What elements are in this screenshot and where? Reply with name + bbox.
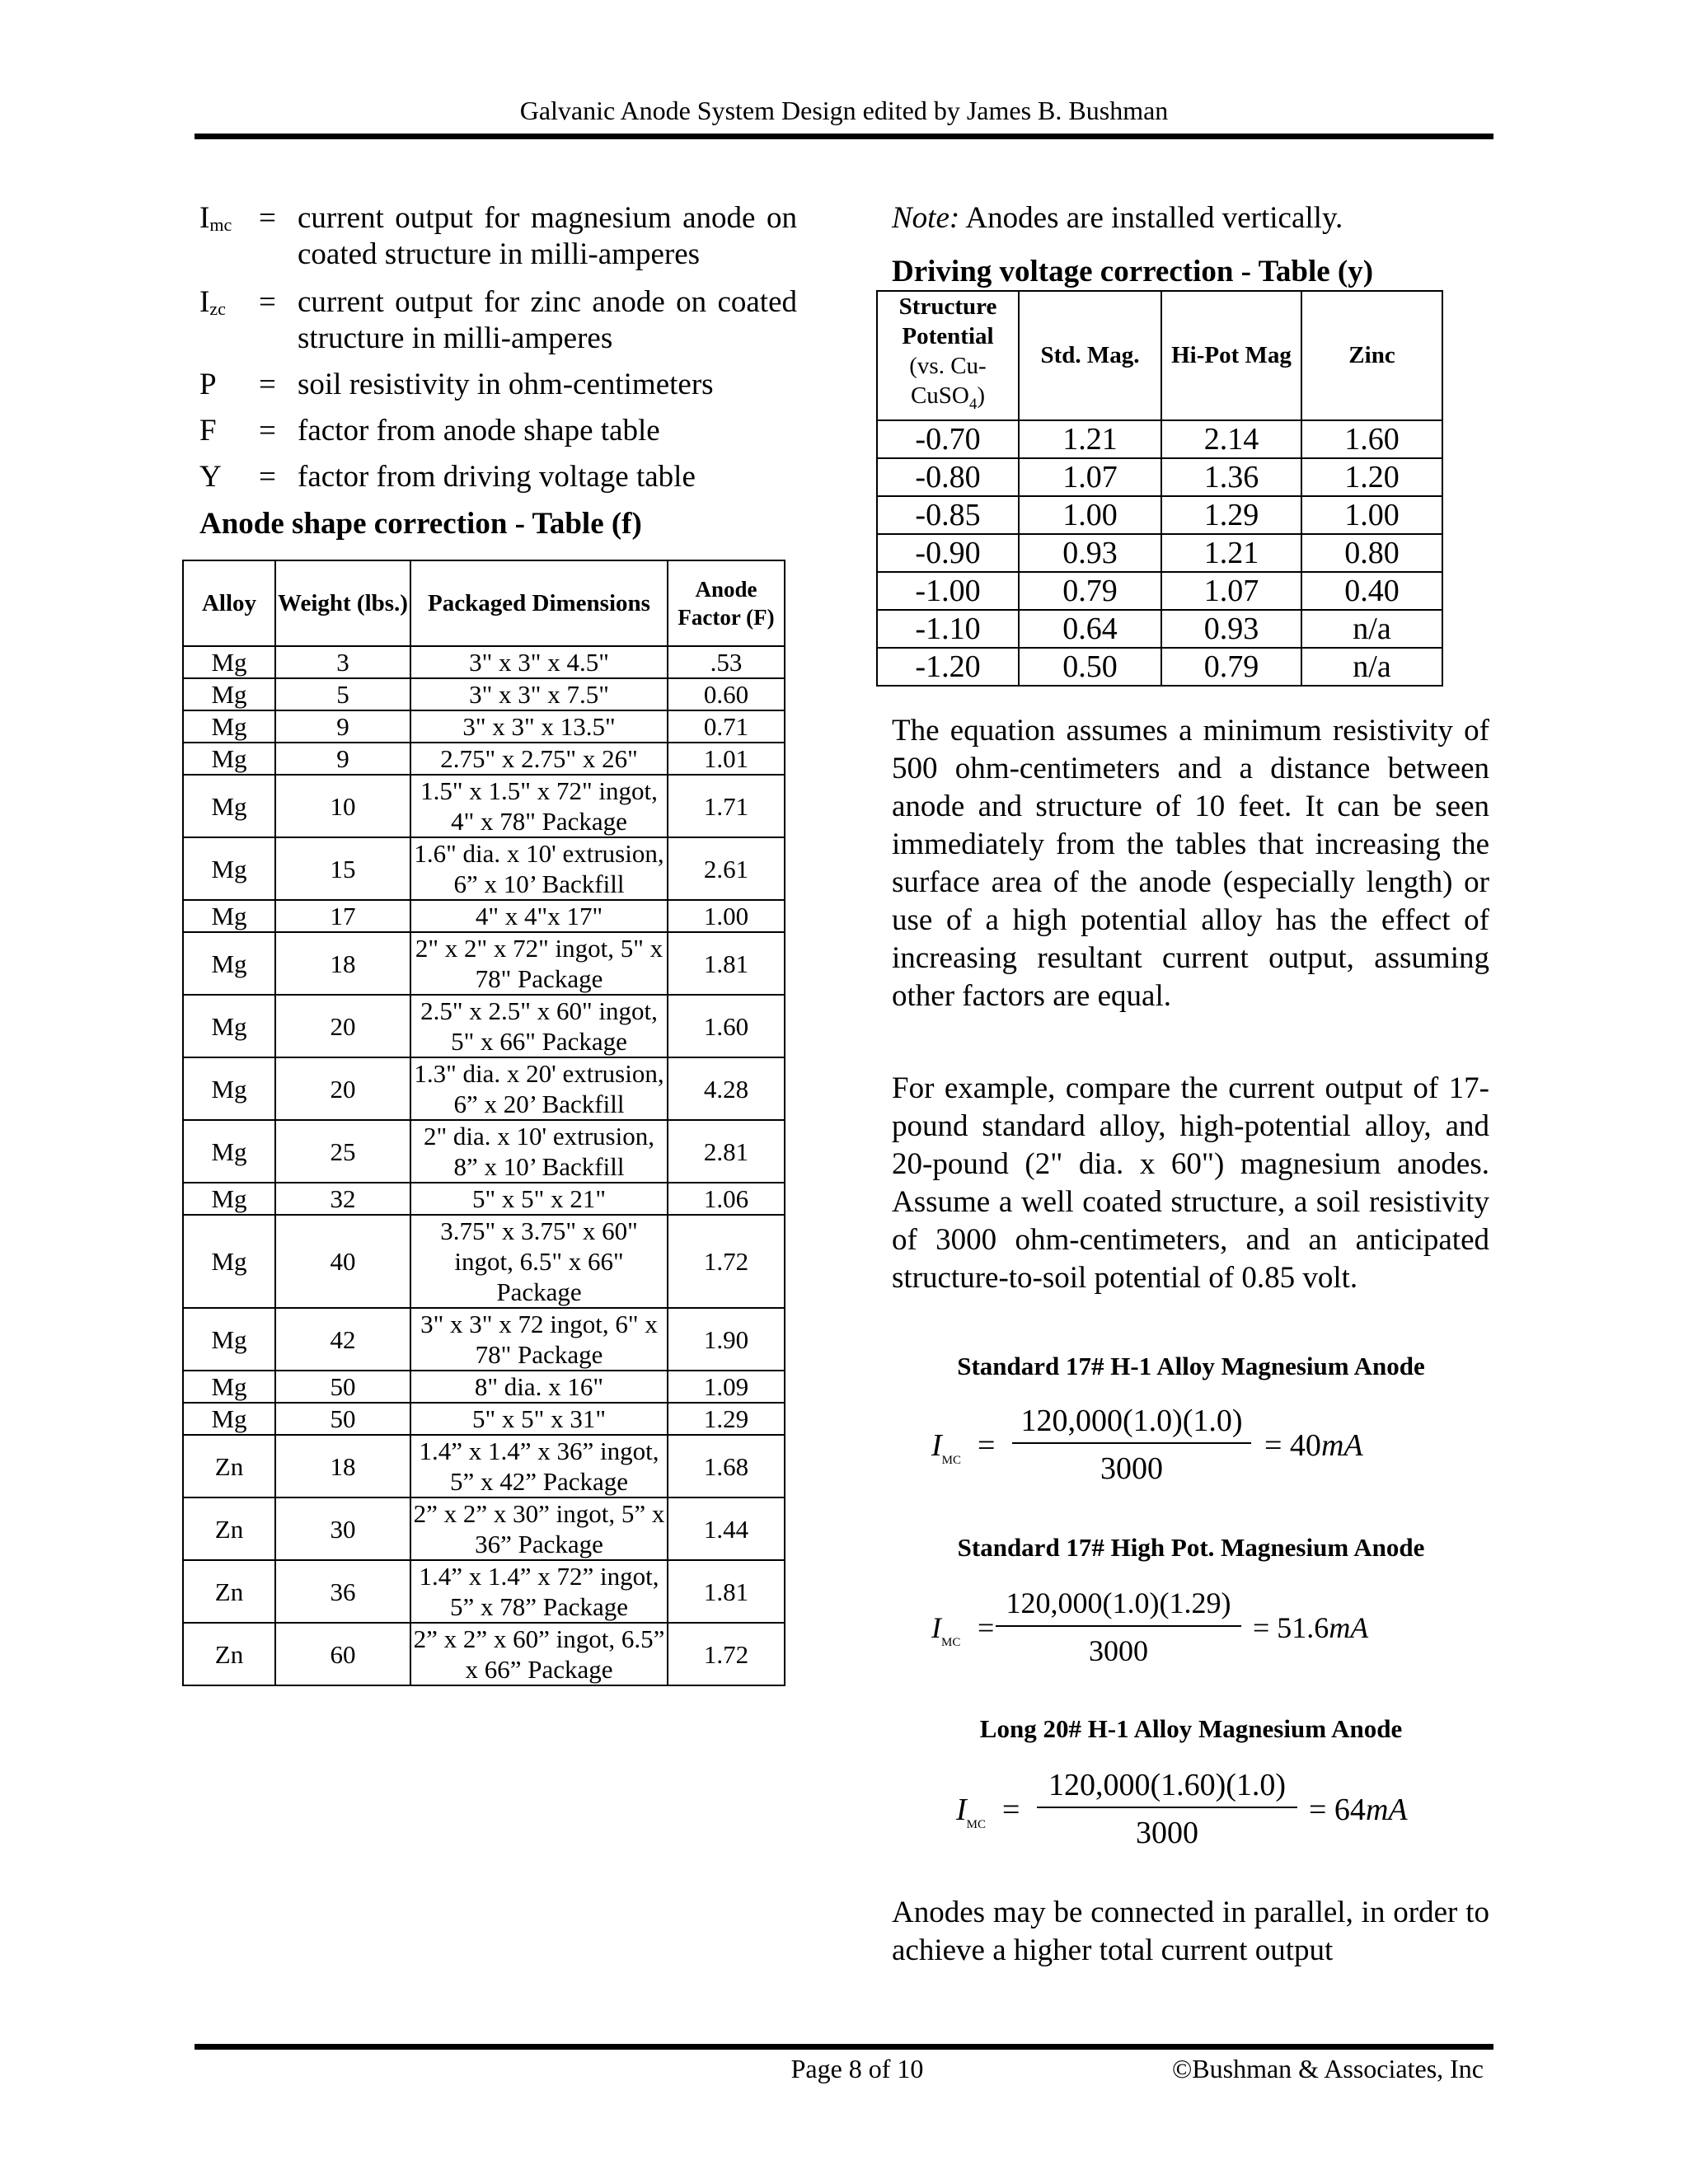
- definition-izc: [199, 284, 797, 357]
- cell-structure-potential: -1.00: [877, 572, 1019, 610]
- definition-symbol: $I_{zc}$: [199, 285, 226, 319]
- table-row: [877, 458, 1442, 496]
- cell-anode-factor: 1.00: [668, 900, 785, 932]
- table-row: [877, 420, 1442, 458]
- definition-equals: =: [259, 414, 276, 448]
- table-row: [183, 743, 785, 775]
- cell-structure-potential: -0.90: [877, 534, 1019, 572]
- copyright: ©Bushman & Associates, Inc: [1171, 2054, 1484, 2083]
- cell-zinc: n/a: [1301, 648, 1442, 686]
- cell-dimensions: 8" dia. x 16": [410, 1371, 668, 1403]
- definition-symbol: $I_{mc}$: [199, 201, 232, 235]
- definition-symbol: F: [199, 414, 217, 448]
- anode-shape-table: [182, 560, 785, 1686]
- definition-symbol: Y: [199, 460, 222, 494]
- header-std-mag: Std. Mag.: [1019, 291, 1161, 420]
- table-row: [877, 610, 1442, 648]
- cell-dimensions: 2" x 2" x 72" ingot, 5" x 78" Package: [410, 932, 668, 995]
- cell-std-mag: 0.64: [1019, 610, 1161, 648]
- header-rule: [195, 134, 1493, 139]
- cell-zinc: 0.80: [1301, 534, 1442, 572]
- cell-std-mag: 0.50: [1019, 648, 1161, 686]
- cell-alloy: Mg: [183, 1057, 275, 1120]
- table-row: [183, 1120, 785, 1183]
- cell-structure-potential: -0.70: [877, 420, 1019, 458]
- formula-result: = 40mA: [1264, 1428, 1363, 1463]
- cell-dimensions: 1.4” x 1.4” x 72” ingot, 5” x 78” Package: [410, 1560, 668, 1623]
- formula-numerator: 120,000(1.0)(1.29): [1006, 1586, 1231, 1619]
- cell-anode-factor: 1.09: [668, 1371, 785, 1403]
- cell-anode-factor: 1.71: [668, 775, 785, 837]
- cell-std-mag: 0.93: [1019, 534, 1161, 572]
- definition-equals: =: [259, 460, 276, 494]
- cell-weight: 9: [275, 710, 410, 743]
- formula-denominator: 3000: [1089, 1634, 1148, 1667]
- fraction-bar: [1037, 1807, 1297, 1808]
- cell-weight: 42: [275, 1308, 410, 1371]
- table-row: [183, 1623, 785, 1685]
- cell-dimensions: 2” x 2” x 30” ingot, 5” x 36” Package: [410, 1497, 668, 1560]
- page-header-title: Galvanic Anode System Design edited by James B. Bushman: [519, 96, 1169, 125]
- anode-shape-table-heading: Anode shape correction - Table (f): [199, 507, 642, 541]
- cell-hipot-mag: 1.21: [1161, 534, 1301, 572]
- table-row: [183, 1215, 785, 1308]
- paragraph-parallel-anodes: Anodes may be connected in parallel, in order to achieve a higher total current output: [892, 1896, 1489, 1967]
- definition-equals: =: [259, 285, 276, 319]
- driving-voltage-table: [876, 290, 1443, 687]
- cell-zinc: 1.00: [1301, 496, 1442, 534]
- header-dimensions: Packaged Dimensions: [410, 560, 668, 646]
- table-row: [183, 995, 785, 1057]
- cell-weight: 40: [275, 1215, 410, 1308]
- cell-alloy: Mg: [183, 710, 275, 743]
- cell-anode-factor: 1.29: [668, 1403, 785, 1435]
- footer-rule: [195, 2044, 1493, 2050]
- table-row: [877, 572, 1442, 610]
- formula-equals: =: [978, 1428, 996, 1463]
- cell-anode-factor: 2.61: [668, 837, 785, 900]
- definition-symbol: P: [199, 368, 217, 401]
- table-row: [183, 1497, 785, 1560]
- definition-p: [199, 367, 797, 403]
- cell-weight: 50: [275, 1403, 410, 1435]
- example-2-title: Standard 17# High Pot. Magnesium Anode: [957, 1533, 1425, 1562]
- cell-weight: 20: [275, 995, 410, 1057]
- cell-dimensions: 1.6" dia. x 10' extrusion, 6” x 10’ Backfill: [410, 837, 668, 900]
- cell-dimensions: 5" x 5" x 31": [410, 1403, 668, 1435]
- driving-voltage-table-heading: Driving voltage correction - Table (y): [892, 255, 1374, 288]
- header-structure-potential: Structure Potential (vs. Cu-CuSO$_4$): [877, 291, 1019, 420]
- example-3-title: Long 20# H-1 Alloy Magnesium Anode: [979, 1714, 1403, 1743]
- table-header-row: [877, 291, 1442, 420]
- formula-result: = 64mA: [1309, 1793, 1408, 1827]
- definition-equals: =: [259, 201, 276, 235]
- fraction-bar: [1012, 1442, 1251, 1444]
- table-row: [183, 775, 785, 837]
- cell-anode-factor: 1.06: [668, 1183, 785, 1215]
- cell-hipot-mag: 0.79: [1161, 648, 1301, 686]
- formula-lhs: $I_{MC}$: [931, 1611, 961, 1649]
- cell-weight: 5: [275, 678, 410, 710]
- cell-dimensions: 4" x 4"x 17": [410, 900, 668, 932]
- cell-structure-potential: -0.85: [877, 496, 1019, 534]
- header-weight: Weight (lbs.): [275, 560, 410, 646]
- cell-weight: 32: [275, 1183, 410, 1215]
- table-row: [877, 534, 1442, 572]
- cell-dimensions: 1.4” x 1.4” x 36” ingot, 5” x 42” Package: [410, 1435, 668, 1497]
- cell-weight: 15: [275, 837, 410, 900]
- cell-dimensions: 3" x 3" x 7.5": [410, 678, 668, 710]
- formula-numerator: 120,000(1.60)(1.0): [1048, 1768, 1287, 1802]
- cell-alloy: Mg: [183, 932, 275, 995]
- cell-weight: 30: [275, 1497, 410, 1560]
- table-row: [183, 932, 785, 995]
- cell-weight: 50: [275, 1371, 410, 1403]
- fraction-bar: [996, 1625, 1241, 1627]
- definition-text: factor from driving voltage table: [298, 460, 696, 494]
- cell-dimensions: 5" x 5" x 21": [410, 1183, 668, 1215]
- table-row: [183, 837, 785, 900]
- paragraph-equation-assumptions: The equation assumes a minimum resistivity of 500 ohm-centimeters and a distance between anode and structure of 10 feet. It can be seen immediately from the tables that increasing the surface area of the anode (especially length) or use of a high potential alloy has the effect of increasing resultant current output, assuming other factors are equal.: [892, 714, 1489, 1013]
- cell-alloy: Mg: [183, 1215, 275, 1308]
- formula-lhs: $I_{MC}$: [956, 1793, 986, 1831]
- cell-weight: 18: [275, 932, 410, 995]
- cell-weight: 17: [275, 900, 410, 932]
- table-row: [183, 678, 785, 710]
- cell-weight: 3: [275, 646, 410, 678]
- table-row: [183, 1308, 785, 1371]
- cell-weight: 20: [275, 1057, 410, 1120]
- cell-alloy: Mg: [183, 900, 275, 932]
- table-header-row: [183, 560, 785, 646]
- cell-alloy: Mg: [183, 1371, 275, 1403]
- cell-alloy: Mg: [183, 646, 275, 678]
- cell-alloy: Mg: [183, 1183, 275, 1215]
- paragraph-example-intro: For example, compare the current output of 17-pound standard alloy, high-potential alloy, and 20-pound (2" dia. x 60") magnesium anodes. Assume a well coated structure, a soil resistivity of 3000 ohm-centimeters, and an anticipated structure-to-soil potential of 0.85 volt.: [892, 1071, 1489, 1295]
- cell-weight: 9: [275, 743, 410, 775]
- cell-alloy: Mg: [183, 743, 275, 775]
- cell-dimensions: 1.3" dia. x 20' extrusion, 6” x 20’ Backfill: [410, 1057, 668, 1120]
- note: [892, 200, 1343, 237]
- definition-equals: =: [259, 368, 276, 401]
- table-row: [877, 648, 1442, 686]
- table-row: [183, 646, 785, 678]
- cell-dimensions: 2.5" x 2.5" x 60" ingot, 5" x 66" Package: [410, 995, 668, 1057]
- header-zinc: Zinc: [1301, 291, 1442, 420]
- cell-anode-factor: 1.72: [668, 1215, 785, 1308]
- cell-alloy: Mg: [183, 678, 275, 710]
- cell-alloy: Zn: [183, 1435, 275, 1497]
- cell-hipot-mag: 1.29: [1161, 496, 1301, 534]
- formula-denominator: 3000: [1136, 1816, 1198, 1850]
- cell-alloy: Mg: [183, 775, 275, 837]
- formula-denominator: 3000: [1100, 1451, 1163, 1486]
- cell-dimensions: 1.5" x 1.5" x 72" ingot, 4" x 78" Package: [410, 775, 668, 837]
- cell-hipot-mag: 0.93: [1161, 610, 1301, 648]
- cell-dimensions: 2” x 2” x 60” ingot, 6.5” x 66” Package: [410, 1623, 668, 1685]
- definition-text: current output for magnesium anode on coated structure in milli-amperes: [298, 201, 797, 271]
- definition-text: soil resistivity in ohm-centimeters: [298, 368, 714, 401]
- cell-anode-factor: 0.71: [668, 710, 785, 743]
- definition-imc: [199, 200, 797, 273]
- formula-numerator: 120,000(1.0)(1.0): [1020, 1404, 1243, 1438]
- formula-result: = 51.6mA: [1253, 1611, 1369, 1644]
- table-row: [183, 1183, 785, 1215]
- cell-alloy: Zn: [183, 1560, 275, 1623]
- definition-text: factor from anode shape table: [298, 414, 660, 448]
- cell-anode-factor: 1.60: [668, 995, 785, 1057]
- cell-dimensions: 2.75" x 2.75" x 26": [410, 743, 668, 775]
- cell-dimensions: 3" x 3" x 72 ingot, 6" x 78" Package: [410, 1308, 668, 1371]
- cell-dimensions: 3" x 3" x 4.5": [410, 646, 668, 678]
- definition-text: current output for zinc anode on coated structure in milli-amperes: [298, 285, 797, 355]
- table-row: [183, 1560, 785, 1623]
- cell-weight: 18: [275, 1435, 410, 1497]
- cell-dimensions: 3" x 3" x 13.5": [410, 710, 668, 743]
- definition-f: [199, 413, 797, 449]
- cell-weight: 25: [275, 1120, 410, 1183]
- cell-std-mag: 1.21: [1019, 420, 1161, 458]
- cell-zinc: 1.60: [1301, 420, 1442, 458]
- cell-anode-factor: 0.60: [668, 678, 785, 710]
- table-row: [183, 1435, 785, 1497]
- cell-zinc: n/a: [1301, 610, 1442, 648]
- header-alloy: Alloy: [183, 560, 275, 646]
- formula-equals: =: [978, 1611, 995, 1644]
- cell-alloy: Mg: [183, 1308, 275, 1371]
- cell-alloy: Zn: [183, 1497, 275, 1560]
- cell-anode-factor: 1.81: [668, 932, 785, 995]
- cell-zinc: 1.20: [1301, 458, 1442, 496]
- cell-std-mag: 0.79: [1019, 572, 1161, 610]
- note-label: Note:: [892, 201, 960, 235]
- cell-alloy: Mg: [183, 995, 275, 1057]
- cell-anode-factor: 1.44: [668, 1497, 785, 1560]
- cell-std-mag: 1.07: [1019, 458, 1161, 496]
- cell-hipot-mag: 1.07: [1161, 572, 1301, 610]
- cell-dimensions: 2" dia. x 10' extrusion, 8” x 10’ Backfill: [410, 1120, 668, 1183]
- cell-anode-factor: 1.68: [668, 1435, 785, 1497]
- cell-alloy: Zn: [183, 1623, 275, 1685]
- cell-structure-potential: -1.10: [877, 610, 1019, 648]
- note-text: Anodes are installed vertically.: [965, 201, 1343, 235]
- cell-anode-factor: 4.28: [668, 1057, 785, 1120]
- table-row: [183, 710, 785, 743]
- cell-structure-potential: -0.80: [877, 458, 1019, 496]
- cell-zinc: 0.40: [1301, 572, 1442, 610]
- cell-anode-factor: 1.90: [668, 1308, 785, 1371]
- cell-alloy: Mg: [183, 1120, 275, 1183]
- cell-alloy: Mg: [183, 1403, 275, 1435]
- cell-hipot-mag: 1.36: [1161, 458, 1301, 496]
- cell-anode-factor: 1.72: [668, 1623, 785, 1685]
- page-number: Page 8 of 10: [790, 2054, 924, 2083]
- definition-y: [199, 459, 797, 495]
- cell-std-mag: 1.00: [1019, 496, 1161, 534]
- cell-structure-potential: -1.20: [877, 648, 1019, 686]
- cell-weight: 60: [275, 1623, 410, 1685]
- header-hipot-mag: Hi-Pot Mag: [1161, 291, 1301, 420]
- formula-equals: =: [1002, 1793, 1020, 1827]
- table-row: [183, 1057, 785, 1120]
- table-row: [183, 1403, 785, 1435]
- cell-dimensions: 3.75" x 3.75" x 60" ingot, 6.5" x 66" Package: [410, 1215, 668, 1308]
- table-row: [877, 496, 1442, 534]
- table-row: [183, 1371, 785, 1403]
- table-row: [183, 900, 785, 932]
- cell-anode-factor: 2.81: [668, 1120, 785, 1183]
- header-anode-factor: Anode Factor (F): [668, 560, 785, 646]
- cell-alloy: Mg: [183, 837, 275, 900]
- formula-lhs: $I_{MC}$: [931, 1428, 961, 1467]
- cell-anode-factor: .53: [668, 646, 785, 678]
- cell-hipot-mag: 2.14: [1161, 420, 1301, 458]
- cell-anode-factor: 1.81: [668, 1560, 785, 1623]
- cell-anode-factor: 1.01: [668, 743, 785, 775]
- example-1-title: Standard 17# H-1 Alloy Magnesium Anode: [957, 1352, 1425, 1380]
- cell-weight: 36: [275, 1560, 410, 1623]
- cell-weight: 10: [275, 775, 410, 837]
